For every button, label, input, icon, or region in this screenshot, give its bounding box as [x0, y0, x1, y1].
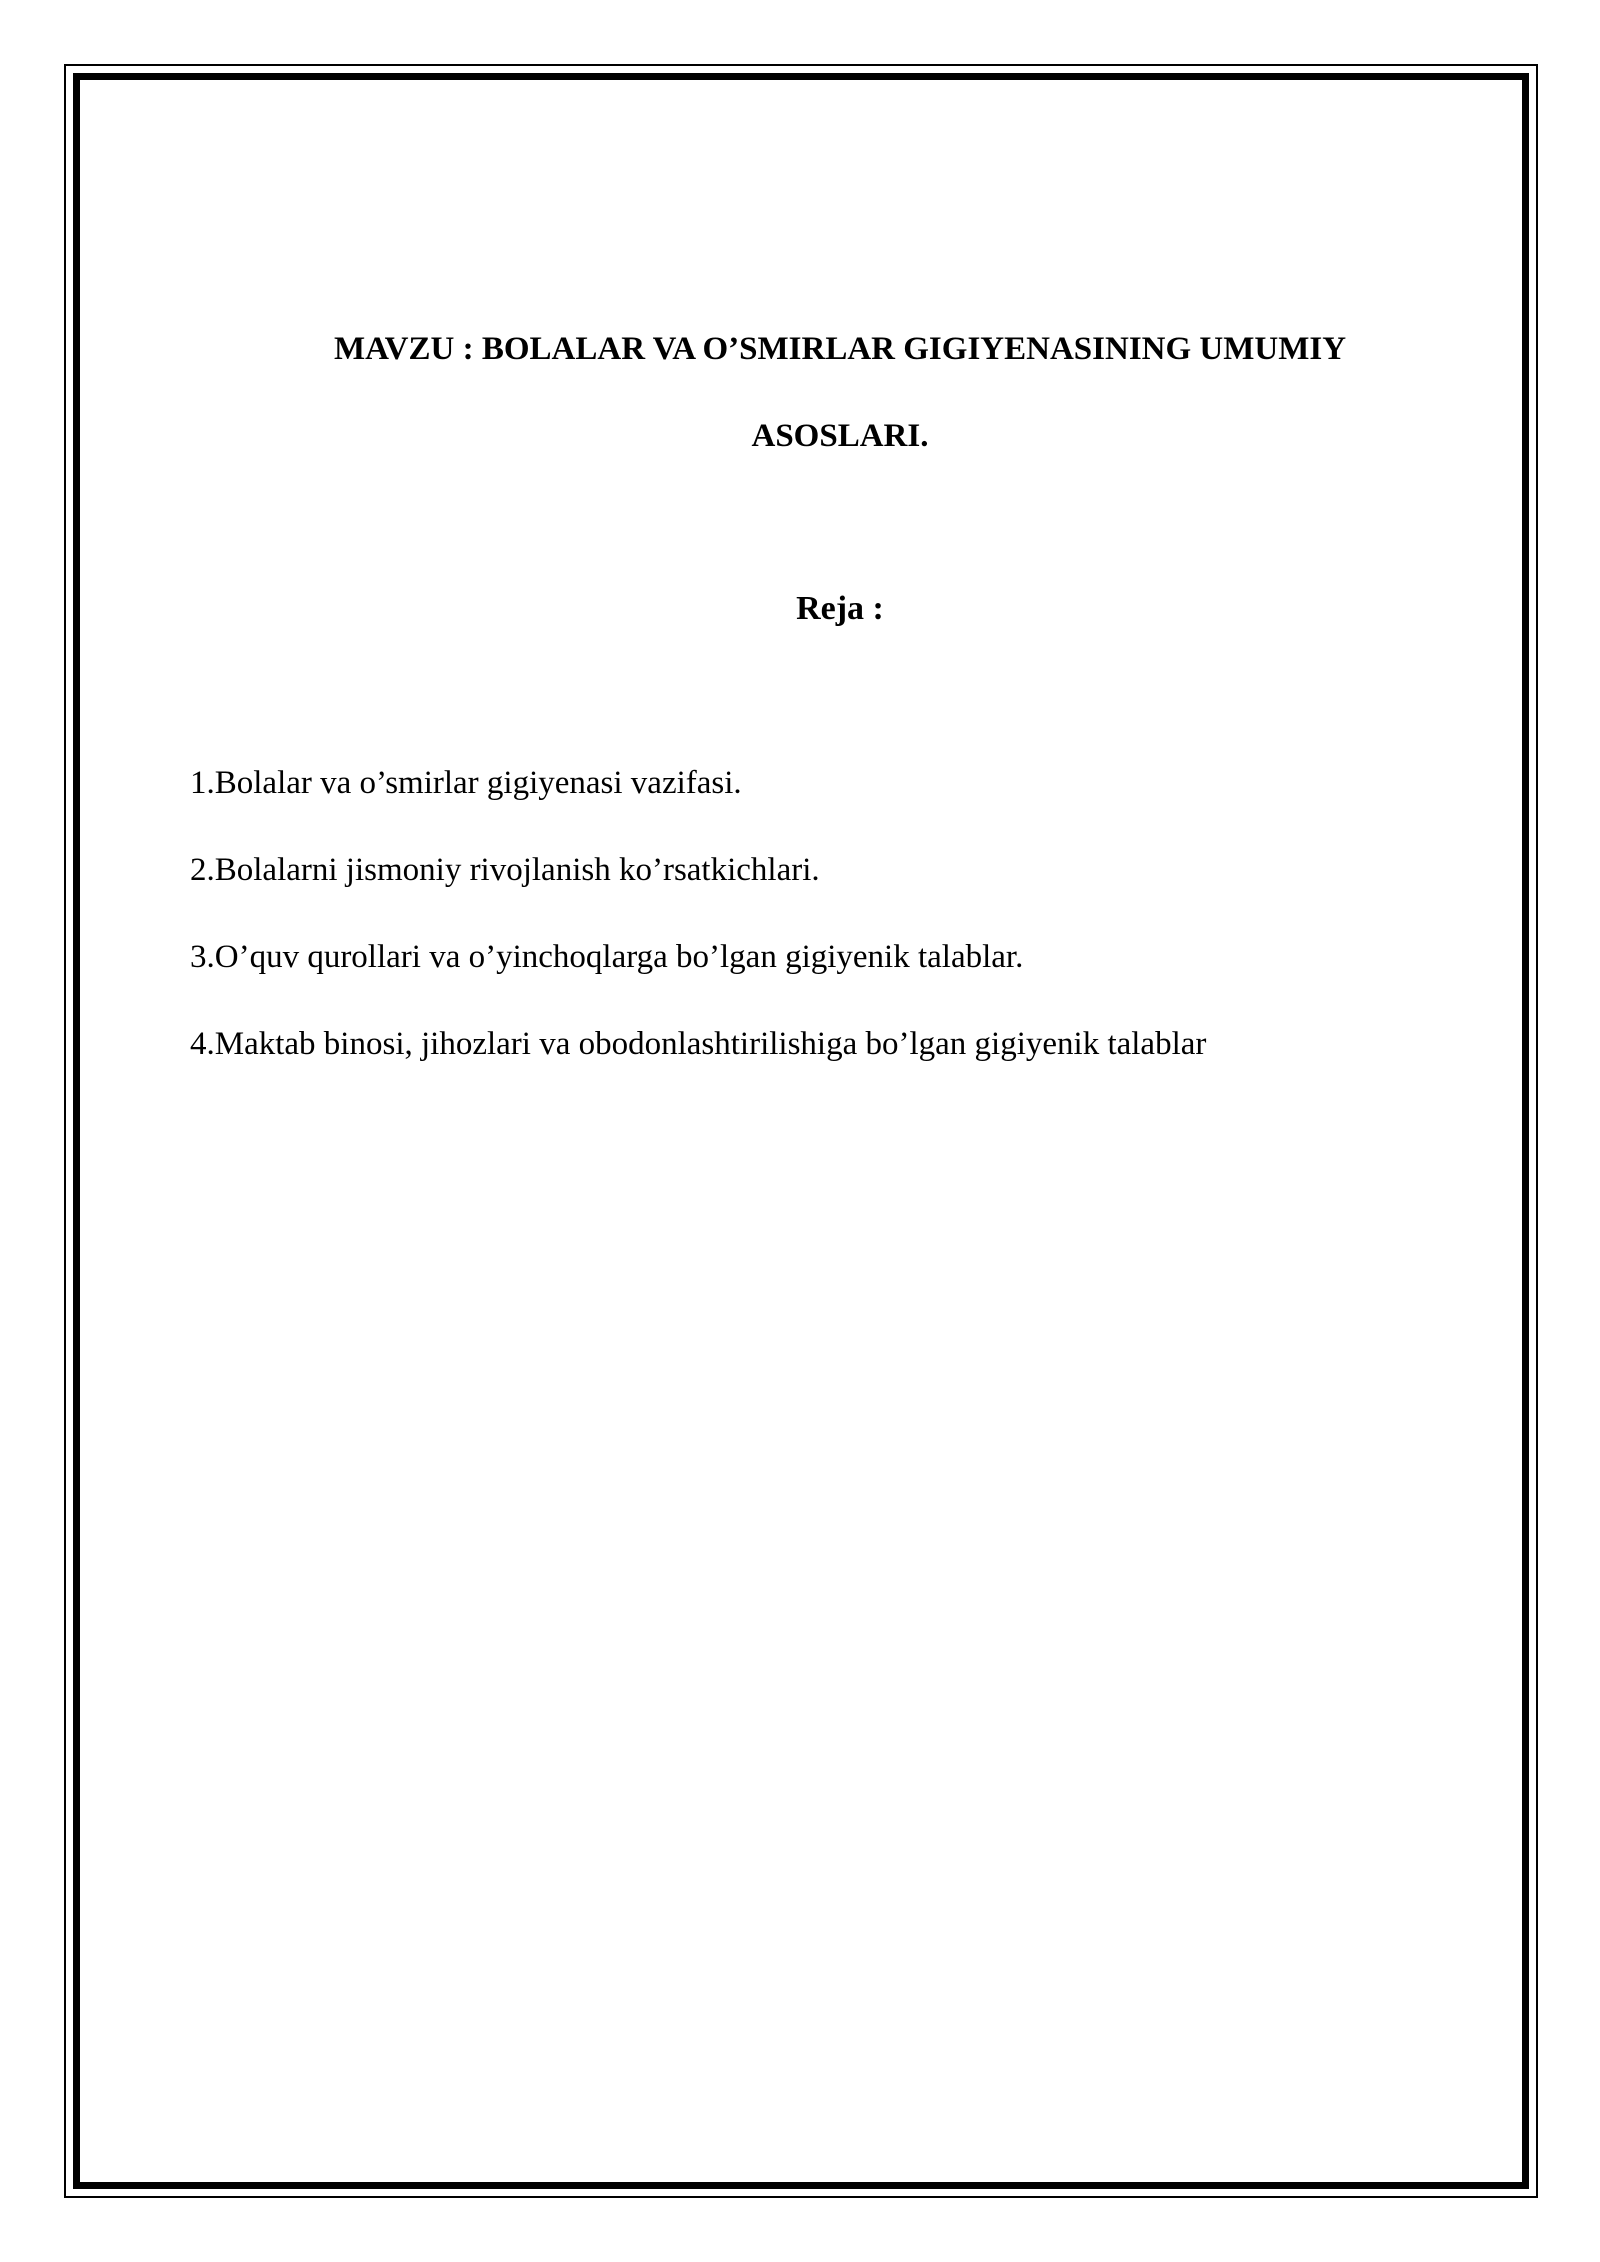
plan-item-1: 1.Bolalar va o’smirlar gigiyenasi vazifasi. — [190, 765, 742, 801]
plan-item-2: 2.Bolalarni jismoniy rivojlanish ko’rsatkichlari. — [190, 852, 820, 888]
plan-item-4: 4.Maktab binosi, jihozlari va obodonlashtirilishiga bo’lgan gigiyenik talablar — [190, 1026, 1207, 1062]
plan-heading: Reja : — [796, 590, 884, 627]
page-border-inner — [73, 73, 1529, 2189]
document-title-line-1: MAVZU : BOLALAR VA O’SMIRLAR GIGIYENASINING UMUMIY — [333, 331, 1347, 367]
document-title-line-2: ASOSLARI. — [751, 418, 929, 454]
plan-list — [190, 763, 1490, 1111]
plan-item-3: 3.O’quv qurollari va o’yinchoqlarga bo’lgan gigiyenik talablar. — [190, 939, 1024, 975]
